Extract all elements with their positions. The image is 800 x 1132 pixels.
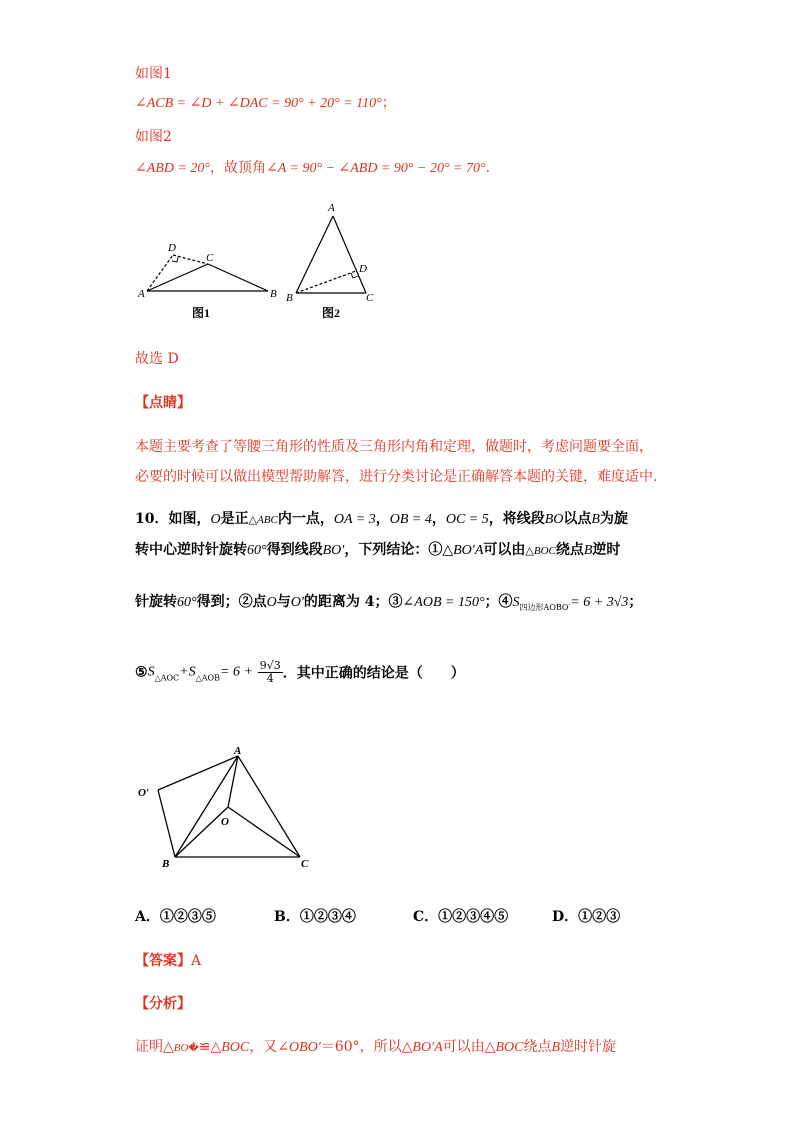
fig1-label-b: B [270,288,277,300]
q10-figure [135,745,335,870]
label-o-prime: O′ [138,787,150,799]
segment-oc [228,807,300,857]
segment-o1b [158,790,175,857]
segment-ab2 [296,216,333,293]
fig2-label-d: D [359,263,367,275]
angle-acb-equation: ∠ACB = ∠D + ∠DAC = 90° + 20° = 110° [135,96,382,111]
q10-line-1: 10．如图，O是正△ABC内一点，OA = 3，OB = 4，OC = 5，将线段BO以点B为旋 [135,511,628,527]
answer-label: 【答案】 [135,953,191,969]
label-a: A [234,745,242,757]
fig2-title: 如图2 [135,129,172,145]
apex-angle-equation: ∠A = 90° − ∠ABD = 90° − 20° = 70° [266,161,486,176]
option-c[interactable]: C．①②③④⑤ [413,909,509,925]
fig1-caption: 图1 [192,306,211,320]
fig1-equation [135,92,396,112]
triangle-figures-1-2 [135,200,395,325]
tip-text-line-1: 本题主要考查了等腰三角形的性质及三角形内角和定理，做题时，考虑问题要全面， [135,439,653,455]
option-a[interactable]: A．①②③⑤ [135,909,216,925]
segment-cb [208,264,268,291]
q10-line-4: $⑤S_{\triangle AOC}+S_{\triangle AOB}= 6$ + $\frac{9√3}{4}$ ．其中正确的结论是（ ） [135,659,465,685]
analysis-text: 证明△BO�≌△BOC，又∠OBO′＝60°，所以△BO′A可以由△BOC绕点B逆时针旋 [135,1039,617,1055]
segment-ac [238,756,300,857]
tip-heading: 【点睛】 [135,395,191,411]
segment-ac2 [333,216,366,293]
fig1-label-a: A [138,288,145,300]
fig1-title: 如图1 [135,66,172,82]
fig1-label-d: D [168,242,176,254]
fig2-label-c: C [366,292,374,304]
label-b: B [162,858,170,870]
label-o: O [221,816,229,828]
fig2-equation [135,157,490,177]
right-angle-mark-d [172,257,178,262]
fig2-label-a: A [328,202,335,214]
segment-dc-dashed [173,255,208,264]
figure-2 [296,216,366,293]
semicolon: ； [381,95,396,111]
conjunction-text: ，故顶角 [210,160,266,176]
fraction: $\frac{9√3}{4}$ [259,659,281,685]
option-b[interactable]: B．①②③④ [274,909,356,925]
period: . [485,160,491,176]
right-angle-mark-d2 [351,273,358,278]
q10-line-2: 转中心逆时针旋转60°得到线段BO′，下列结论：①△BO′A可以由△BOC绕点B逆时 [135,542,621,558]
angle-abd-value: ∠ABD = 20° [135,161,210,176]
q10-line-3: 针旋转60°得到；②点O与O′的距离为 4；③∠AOB = 150°；$④S_{四边形AOBO'}= 6 + 3√3$； [135,594,643,612]
tip-text-line-2: 必要的时候可以做出模型帮助解答，进行分类讨论是正确解答本题的关键，难度适中. [135,469,658,485]
fig2-label-b: B [286,292,293,304]
label-c: C [301,858,309,870]
answer-line [135,950,201,970]
analysis-heading: 【分析】 [135,996,191,1012]
segment-o1a [158,756,238,790]
answer-value: A [191,953,202,969]
fig1-label-c: C [206,252,214,264]
option-d[interactable]: D．①②③ [552,909,621,925]
fig2-caption: 图2 [322,306,341,320]
choice-statement: 故选 D [135,351,179,367]
